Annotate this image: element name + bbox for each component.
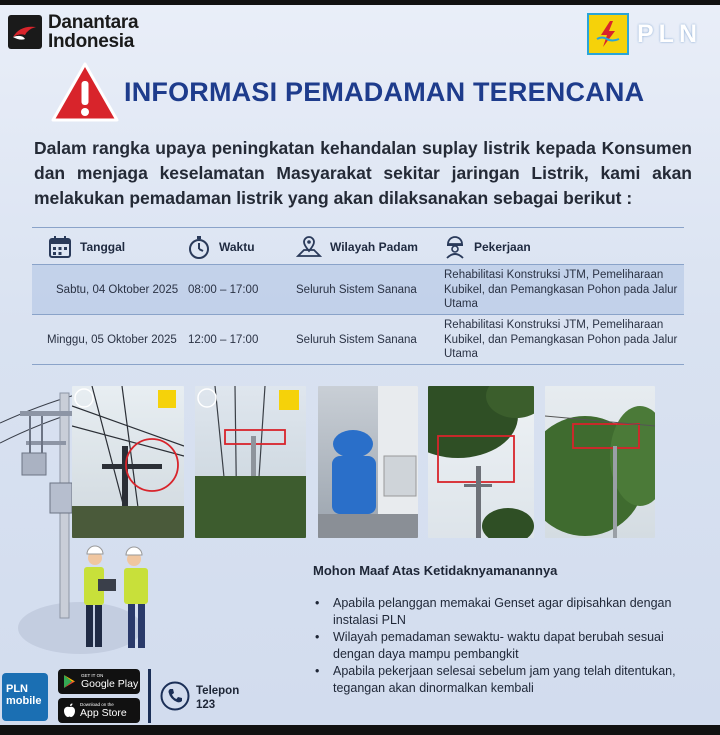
cell-time: 08:00 – 17:00 xyxy=(188,284,259,296)
pln-mobile-app-icon[interactable] xyxy=(2,673,48,721)
outage-poster xyxy=(0,5,720,725)
header-area-label: Wilayah Padam xyxy=(330,240,418,254)
table-row xyxy=(32,265,684,315)
danantara-wordmark xyxy=(48,13,138,51)
header-area xyxy=(296,228,418,266)
photo-worker-kubikel xyxy=(318,386,418,538)
phone-contact xyxy=(196,684,239,712)
stopwatch-icon xyxy=(187,235,211,259)
apology-text: Mohon Maaf Atas Ketidaknyamanannya xyxy=(313,563,558,578)
worker-icon xyxy=(444,235,466,259)
cell-date: Minggu, 05 Oktober 2025 xyxy=(47,334,177,346)
table-row xyxy=(32,315,684,365)
danantara-mark-icon xyxy=(8,15,42,49)
photo-pole-1 xyxy=(72,386,184,538)
cell-area: Seluruh Sistem Sanana xyxy=(296,284,417,296)
list-item: • Wilayah pemadaman sewaktu- waktu dapat berubah sesuai dengan daya mampu pembangkit xyxy=(313,629,703,662)
pln-mobile-line2: mobile xyxy=(6,695,42,707)
map-pin-icon xyxy=(296,235,322,259)
pln-logo xyxy=(587,13,702,55)
footer-divider xyxy=(148,669,151,723)
photo-pole-2 xyxy=(195,386,306,538)
apple-big-text: App Store xyxy=(80,707,127,719)
cell-area: Seluruh Sistem Sanana xyxy=(296,334,417,346)
pln-mobile-line1: PLN xyxy=(6,683,28,695)
google-small-text: GET IT ON xyxy=(81,673,104,678)
apple-small-text: Download on the xyxy=(80,702,114,707)
danantara-line1: Danantara xyxy=(48,12,139,33)
list-item: • Apabila pekerjaan selesai sebelum jam yang telah ditentukan, tegangan akan dinormalkan kembali xyxy=(313,663,703,696)
schedule-table xyxy=(32,227,684,365)
cell-job: Rehabilitasi Konstruksi JTM, Pemeliharaan Kubikel, dan Pemangkasan Pohon pada Jalur Utama xyxy=(444,269,678,311)
cell-job: Rehabilitasi Konstruksi JTM, Pemeliharaan Kubikel, dan Pemangkasan Pohon pada Jalur Utama xyxy=(444,319,678,361)
header-job xyxy=(444,228,531,266)
list-item: • Apabila pelanggan memakai Genset agar dipisahkan dengan instalasi PLN xyxy=(313,595,703,628)
table-header xyxy=(32,227,684,265)
google-big-text: Google Play xyxy=(81,678,139,690)
notes-list xyxy=(313,595,703,697)
header-date-label: Tanggal xyxy=(80,240,126,254)
phone-label: Telepon xyxy=(196,685,240,697)
header-job-label: Pekerjaan xyxy=(474,240,531,254)
cell-date: Sabtu, 04 Oktober 2025 xyxy=(56,284,179,296)
danantara-line2: Indonesia xyxy=(48,31,134,52)
cell-time: 12:00 – 17:00 xyxy=(188,334,259,346)
apple-icon xyxy=(63,703,76,718)
google-play-badge[interactable] xyxy=(58,669,140,694)
phone-number[interactable]: 123 xyxy=(196,699,216,711)
header-time-label: Waktu xyxy=(219,240,255,254)
warning-icon xyxy=(50,61,120,123)
header-date xyxy=(48,228,125,266)
photo-tree-trimming-1 xyxy=(428,386,534,538)
google-play-icon xyxy=(63,674,77,689)
pln-lightning-icon xyxy=(587,13,629,55)
phone-icon xyxy=(160,681,190,711)
calendar-icon xyxy=(48,235,72,259)
pln-wordmark: PLN xyxy=(637,19,702,48)
header-time xyxy=(187,228,255,266)
photo-tree-trimming-2 xyxy=(545,386,655,538)
app-store-badge[interactable] xyxy=(58,698,140,723)
danantara-logo xyxy=(8,13,138,51)
intro-paragraph: Dalam rangka upaya peningkatan kehandalan suplay listrik kepada Konsumen dan menjaga keselamatan Masyarakat sekitar jaringan Listrik, kami akan melakukan pemadaman listrik yang akan dilaksanakan sebagai berikut : xyxy=(34,138,692,208)
page-title: INFORMASI PEMADAMAN TERENCANA xyxy=(124,77,645,107)
